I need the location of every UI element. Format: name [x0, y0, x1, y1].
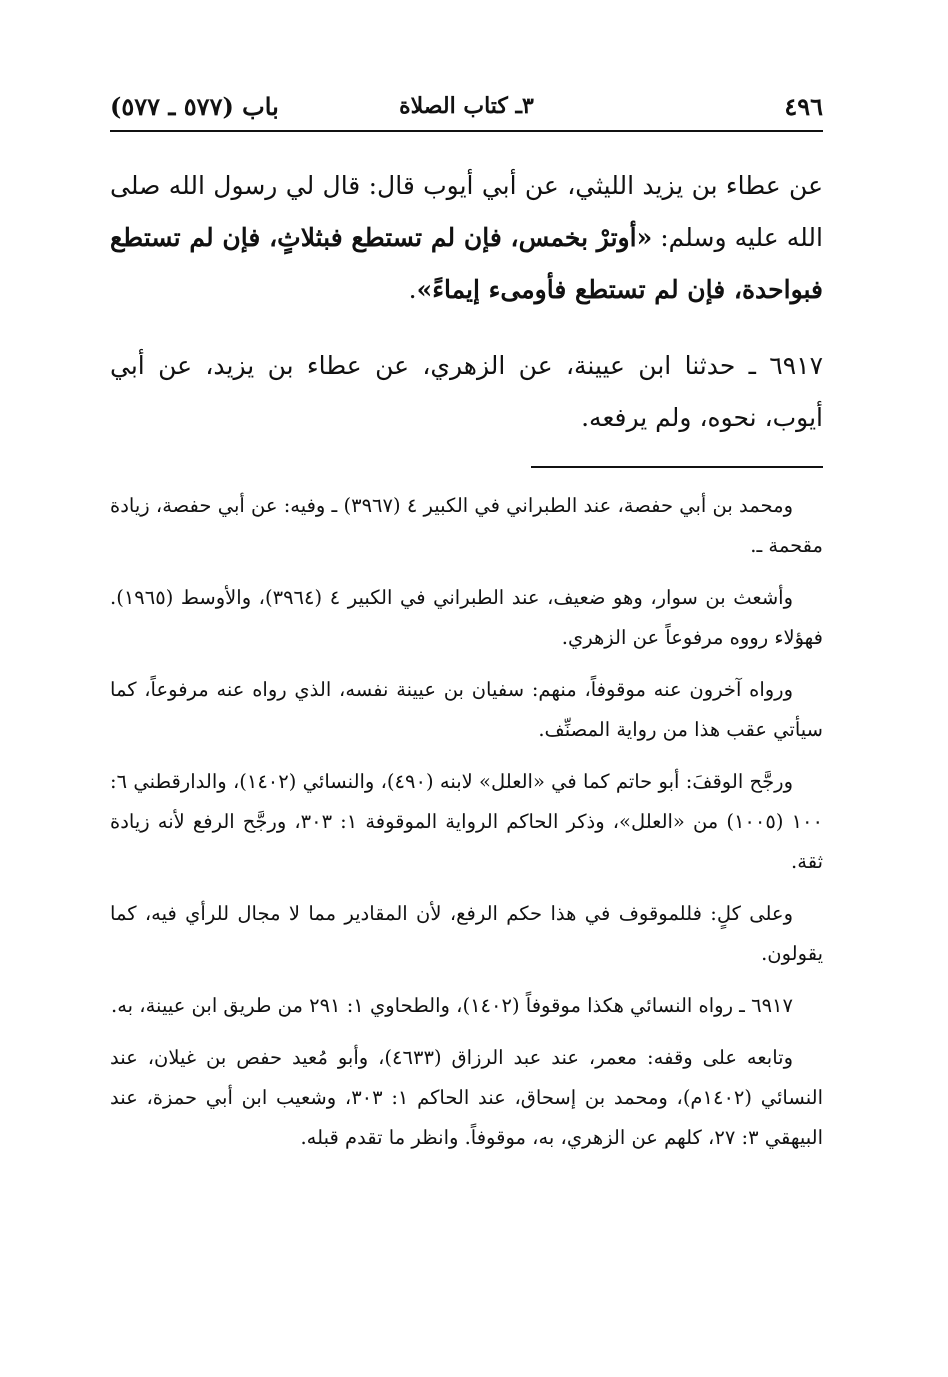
hadith-paragraph-1: [110, 160, 823, 316]
footnote-paragraph: ورواه آخرون عنه موقوفاً، منهم: سفيان بن عيينة نفسه، الذي رواه عنه مرفوعاً، كما سيأتي عقب هذا من رواية المصنِّف.: [110, 678, 823, 741]
footnote-paragraph: ورجَّح الوقفَ: أبو حاتم كما في «العلل» لابنه (٤٩٠)، والنسائي (١٤٠٢)، والدارقطني ٦: ١٠٠ (١٠٠٥) من «العلل»، وذكر الحاكم الرواية الموقوفة ١: ٣٠٣، ورجَّح الرفع لأنه زيادة ثقة.: [110, 770, 823, 873]
page-number: ٤٩٦: [784, 91, 823, 121]
hadith-matn-bold: «أوترْ بخمس، فإن لم تستطع فبثلاثٍ، فإن لم تستطع فبواحدة، فإن لم تستطع فأومىء إيماءً»: [110, 223, 823, 304]
footnote-paragraph: ومحمد بن أبي حفصة، عند الطبراني في الكبير ٤ (٣٩٦٧) ـ وفيه: عن أبي حفصة، زيادة مقحمة ـ.: [110, 494, 823, 557]
hadith-chain-text: عن عطاء بن يزيد الليثي، عن أبي أيوب قال: قال لي رسول الله صلى الله عليه وسلم:: [110, 171, 823, 252]
main-text: [110, 160, 823, 444]
footnote-paragraph: وأشعث بن سوار، وهو ضعيف، عند الطبراني في الكبير ٤ (٣٩٦٤)، والأوسط (١٩٦٥). فهؤلاء رووه مرفوعاً عن الزهري.: [110, 586, 823, 649]
footnotes: [110, 486, 823, 1170]
chapter-title: ٣ـ كتاب الصلاة: [399, 93, 534, 119]
footnote-separator: [531, 466, 823, 468]
footnote-paragraph: وعلى كلٍ: فللموقوف في هذا حكم الرفع، لأن المقادير مما لا مجال للرأي فيه، كما يقولون.: [110, 902, 823, 965]
footnote-paragraph: ٦٩١٧ ـ رواه النسائي هكذا موقوفاً (١٤٠٢)، والطحاوي ١: ٢٩١ من طريق ابن عيينة، به.: [111, 994, 793, 1017]
page-header: [110, 82, 823, 132]
hadith-paragraph-2: ٦٩١٧ ـ حدثنا ابن عيينة، عن الزهري، عن عطاء بن يزيد، عن أبي أيوب، نحوه، ولم يرفعه.: [110, 351, 823, 432]
hadith-end-period: .: [408, 275, 417, 304]
footnote-paragraph: وتابعه على وقفه: معمر، عند عبد الرزاق (٤٦٣٣)، وأبو مُعيد حفص بن غيلان، عند النسائي (١٤٠٢م)، ومحمد بن إسحاق، عند الحاكم ١: ٣٠٣، وشعيب ابن أبي حمزة، عند البيهقي ٣: ٢٧، كلهم عن الزهري، به، موقوفاً. وانظر ما تقدم قبله.: [110, 1046, 824, 1149]
section-title: باب (٥٧٧ ـ ٥٧٧): [110, 91, 279, 121]
